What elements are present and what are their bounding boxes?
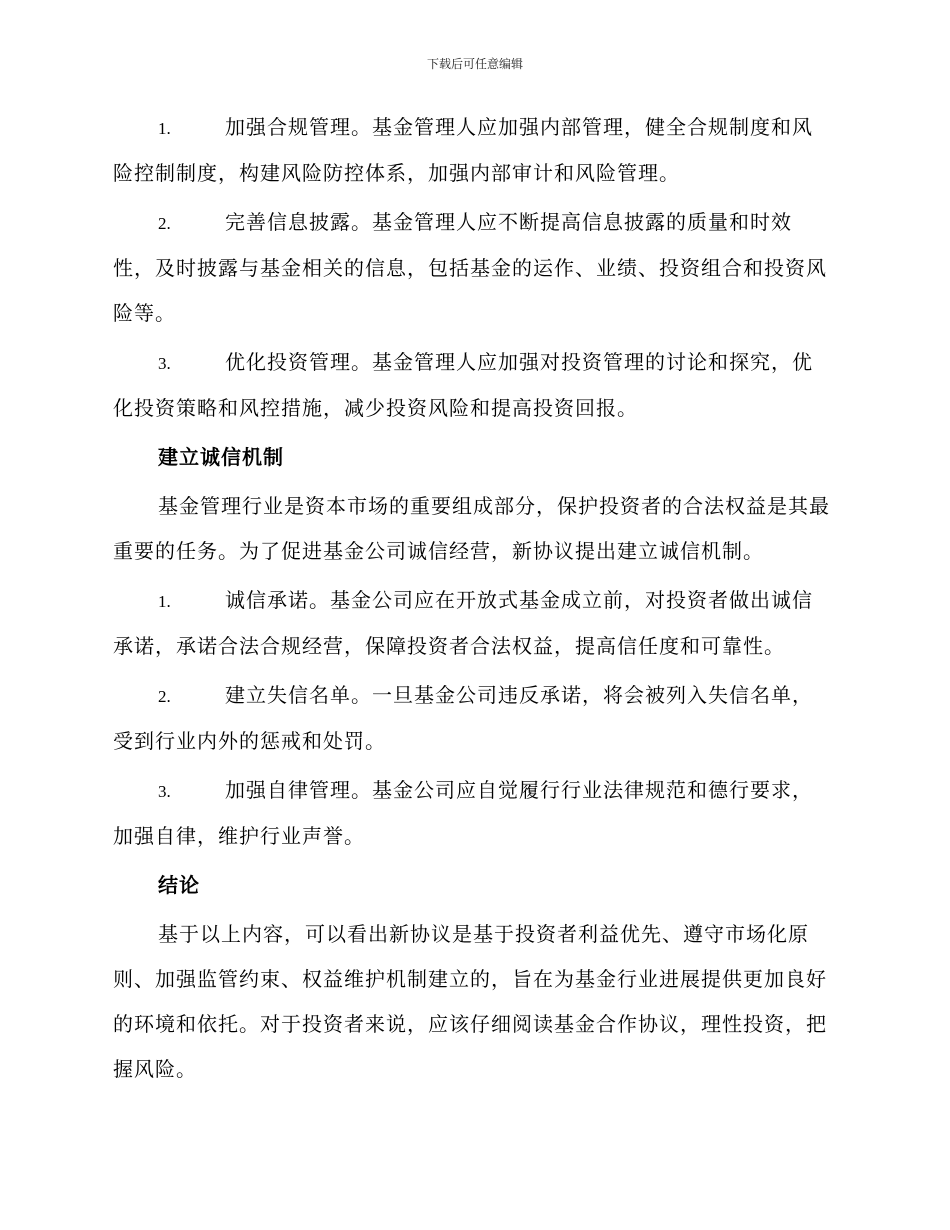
list-item-text: 加强自律管理。基金公司应自觉履行行业法律规范和德行要求，加强自律，维护行业声誉。: [113, 778, 813, 848]
section-heading-integrity: 建立诚信机制: [158, 445, 284, 469]
section-intro: 基金管理行业是资本市场的重要组成部分，保护投资者的合法权益是其最重要的任务。为了促进基金公司诚信经营，新协议提出建立诚信机制。: [113, 494, 830, 563]
section-heading-conclusion: 结论: [158, 873, 200, 897]
list-item-text: 优化投资管理。基金管理人应加强对投资管理的讨论和探究，优化投资策略和风控措施，减少投资风险和提高投资回报。: [113, 350, 813, 420]
list-item: [113, 200, 833, 336]
list-item-number: 1.: [158, 592, 171, 611]
list-item-text: 诚信承诺。基金公司应在开放式基金成立前，对投资者做出诚信承诺，承诺合法合规经营，保障投资者合法权益，提高信任度和可靠性。: [113, 588, 813, 658]
header-note: 下载后可任意编辑: [426, 57, 523, 71]
list-item-number: 1.: [158, 119, 171, 138]
list-item: [113, 673, 833, 764]
list-item-number: 2.: [158, 687, 171, 706]
list-item-number: 2.: [158, 214, 171, 233]
list-item-number: 3.: [158, 354, 171, 373]
list-item: [113, 768, 833, 859]
list-item: [113, 578, 833, 669]
list-item-number: 3.: [158, 782, 171, 801]
list-item-text: 建立失信名单。一旦基金公司违反承诺，将会被列入失信名单，受到行业内外的惩戒和处罚。: [113, 683, 813, 753]
list-item: [113, 340, 833, 431]
conclusion-body: 基于以上内容，可以看出新协议是基于投资者利益优先、遵守市场化原则、加强监管约束、权益维护机制建立的，旨在为基金行业进展提供更加良好的环境和依托。对于投资者来说，应该仔细阅读基金合作协议，理性投资，把握风险。: [113, 922, 827, 1081]
list-item: [113, 105, 833, 196]
list-item-text: 完善信息披露。基金管理人应不断提高信息披露的质量和时效性，及时披露与基金相关的信息，包括基金的运作、业绩、投资组合和投资风险等。: [113, 210, 827, 325]
document-body: [113, 105, 833, 1096]
list-item-text: 加强合规管理。基金管理人应加强内部管理，健全合规制度和风险控制制度，构建风险防控体系，加强内部审计和风险管理。: [113, 115, 813, 185]
